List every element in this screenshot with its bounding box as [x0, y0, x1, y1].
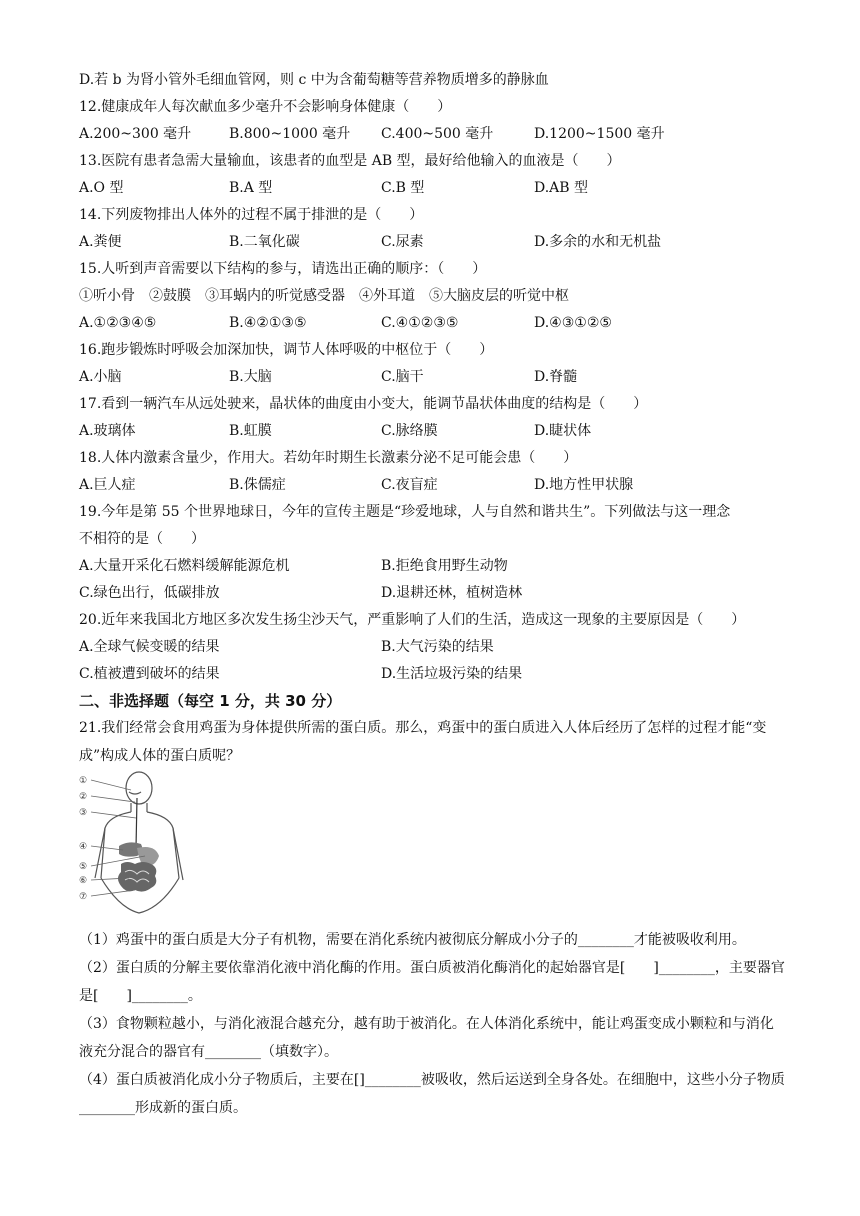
digestive-system-illustration — [79, 768, 189, 918]
q19-stem-line1: 19.今年是第 55 个世界地球日，今年的宣传主题是“珍爱地球，人与自然和谐共生”。下列做法与这一理念 — [79, 504, 731, 520]
q18-option-b: B.侏儒症 — [229, 477, 286, 493]
q18-option-d: D.地方性甲状腺 — [534, 477, 634, 493]
q17-stem: 17.看到一辆汽车从远处驶来，晶状体的曲度由小变大，能调节晶状体曲度的结构是（ ） — [79, 396, 648, 412]
q11-option-d: D.若 b 为肾小管外毛细血管网，则 c 中为含葡萄糖等营养物质增多的静脉血 — [79, 72, 549, 88]
q15-option-c: C.④①②③⑤ — [381, 315, 459, 331]
q19-stem-line2: 不相符的是（ ） — [79, 531, 205, 547]
section-heading: 二、非选择题（每空 1 分，共 30 分） — [79, 692, 342, 710]
q21-part-4: （4）蛋白质被消化成小分子物质后，主要在[]________被吸收，然后运送到全身各处。在细胞中，这些小分子物质________形成新的蛋白质。 — [79, 1072, 785, 1116]
q20-option-d: D.生活垃圾污染的结果 — [381, 666, 523, 682]
q16-option-a: A.小脑 — [79, 369, 122, 385]
q13-option-c: C.B 型 — [381, 180, 425, 196]
q20-stem: 20.近年来我国北方地区多次发生扬尘沙天气，严重影响了人们的生活，造成这一现象的主要原因是（ ） — [79, 612, 746, 628]
figure-label-4: ④ — [79, 842, 88, 852]
q14-option-b: B.二氧化碳 — [229, 234, 300, 250]
q17-option-b: B.虹膜 — [229, 423, 272, 439]
q16-option-d: D.脊髓 — [534, 369, 578, 385]
q20-option-c: C.植被遭到破坏的结果 — [79, 666, 220, 682]
q18-option-a: A.巨人症 — [79, 477, 136, 493]
q14-option-c: C.尿素 — [381, 234, 424, 250]
figure-label-7: ⑦ — [79, 892, 88, 902]
q14-option-a: A.粪便 — [79, 234, 122, 250]
q13-option-d: D.AB 型 — [534, 180, 589, 196]
q12-option-d: D.1200~1500 毫升 — [534, 126, 665, 142]
q17-option-d: D.睫状体 — [534, 423, 592, 439]
q12-option-a: A.200~300 毫升 — [79, 126, 192, 142]
q12-option-c: C.400~500 毫升 — [381, 126, 494, 142]
q18-option-c: C.夜盲症 — [381, 477, 438, 493]
q21-part-1: （1）鸡蛋中的蛋白质是大分子有机物，需要在消化系统内被彻底分解成小分子的________才能被吸收利用。 — [79, 932, 746, 948]
q12-stem: 12.健康成年人每次献血多少毫升不会影响身体健康（ ） — [79, 99, 452, 115]
q21-stem: 21.我们经常会食用鸡蛋为身体提供所需的蛋白质。那么，鸡蛋中的蛋白质进入人体后经历了怎样的过程才能“变成”构成人体的蛋白质呢？ — [79, 720, 767, 764]
q13-option-a: A.O 型 — [79, 180, 124, 196]
figure-label-3: ③ — [79, 808, 88, 818]
q19-option-c: C.绿色出行，低碳排放 — [79, 585, 220, 601]
q21-part-3: （3）食物颗粒越小，与消化液混合越充分，越有助于被消化。在人体消化系统中，能让鸡蛋变成小颗粒和与消化液充分混合的器官有________（填数字）。 — [79, 1016, 774, 1060]
q19-option-b: B.拒绝食用野生动物 — [381, 558, 508, 574]
q15-items: ①听小骨 ②鼓膜 ③耳蜗内的听觉感受器 ④外耳道 ⑤大脑皮层的听觉中枢 — [79, 288, 569, 304]
q14-option-d: D.多余的水和无机盐 — [534, 234, 662, 250]
figure-label-2: ② — [79, 792, 88, 802]
q15-stem: 15.人听到声音需要以下结构的参与，请选出正确的顺序：（ ） — [79, 261, 487, 277]
q19-option-a: A.大量开采化石燃料缓解能源危机 — [79, 558, 290, 574]
q20-option-b: B.大气污染的结果 — [381, 639, 494, 655]
q13-stem: 13.医院有患者急需大量输血，该患者的血型是 AB 型，最好给他输入的血液是（ ） — [79, 153, 621, 169]
q15-option-d: D.④③①②⑤ — [534, 315, 612, 331]
q13-option-b: B.A 型 — [229, 180, 273, 196]
figure-label-5: ⑤ — [79, 862, 88, 872]
q16-stem: 16.跑步锻炼时呼吸会加深加快，调节人体呼吸的中枢位于（ ） — [79, 342, 494, 358]
q16-option-b: B.大脑 — [229, 369, 272, 385]
figure-label-1: ① — [79, 776, 88, 786]
figure-label-6: ⑥ — [79, 876, 88, 886]
digestive-system-figure — [79, 768, 189, 918]
q14-stem: 14.下列废物排出人体外的过程不属于排泄的是（ ） — [79, 207, 424, 223]
q21-part-2: （2）蛋白质的分解主要依靠消化液中消化酶的作用。蛋白质被消化酶消化的起始器官是[ ]________，主要器官是[ ]________。 — [79, 960, 785, 1004]
q15-option-a: A.①②③④⑤ — [79, 315, 157, 331]
q16-option-c: C.脑干 — [381, 369, 424, 385]
q12-option-b: B.800~1000 毫升 — [229, 126, 351, 142]
q19-option-d: D.退耕还林，植树造林 — [381, 585, 523, 601]
q17-option-a: A.玻璃体 — [79, 423, 136, 439]
q17-option-c: C.脉络膜 — [381, 423, 438, 439]
q20-option-a: A.全球气候变暖的结果 — [79, 639, 220, 655]
q18-stem: 18.人体内激素含量少，作用大。若幼年时期生长激素分泌不足可能会患（ ） — [79, 450, 578, 466]
q15-option-b: B.④②①③⑤ — [229, 315, 307, 331]
